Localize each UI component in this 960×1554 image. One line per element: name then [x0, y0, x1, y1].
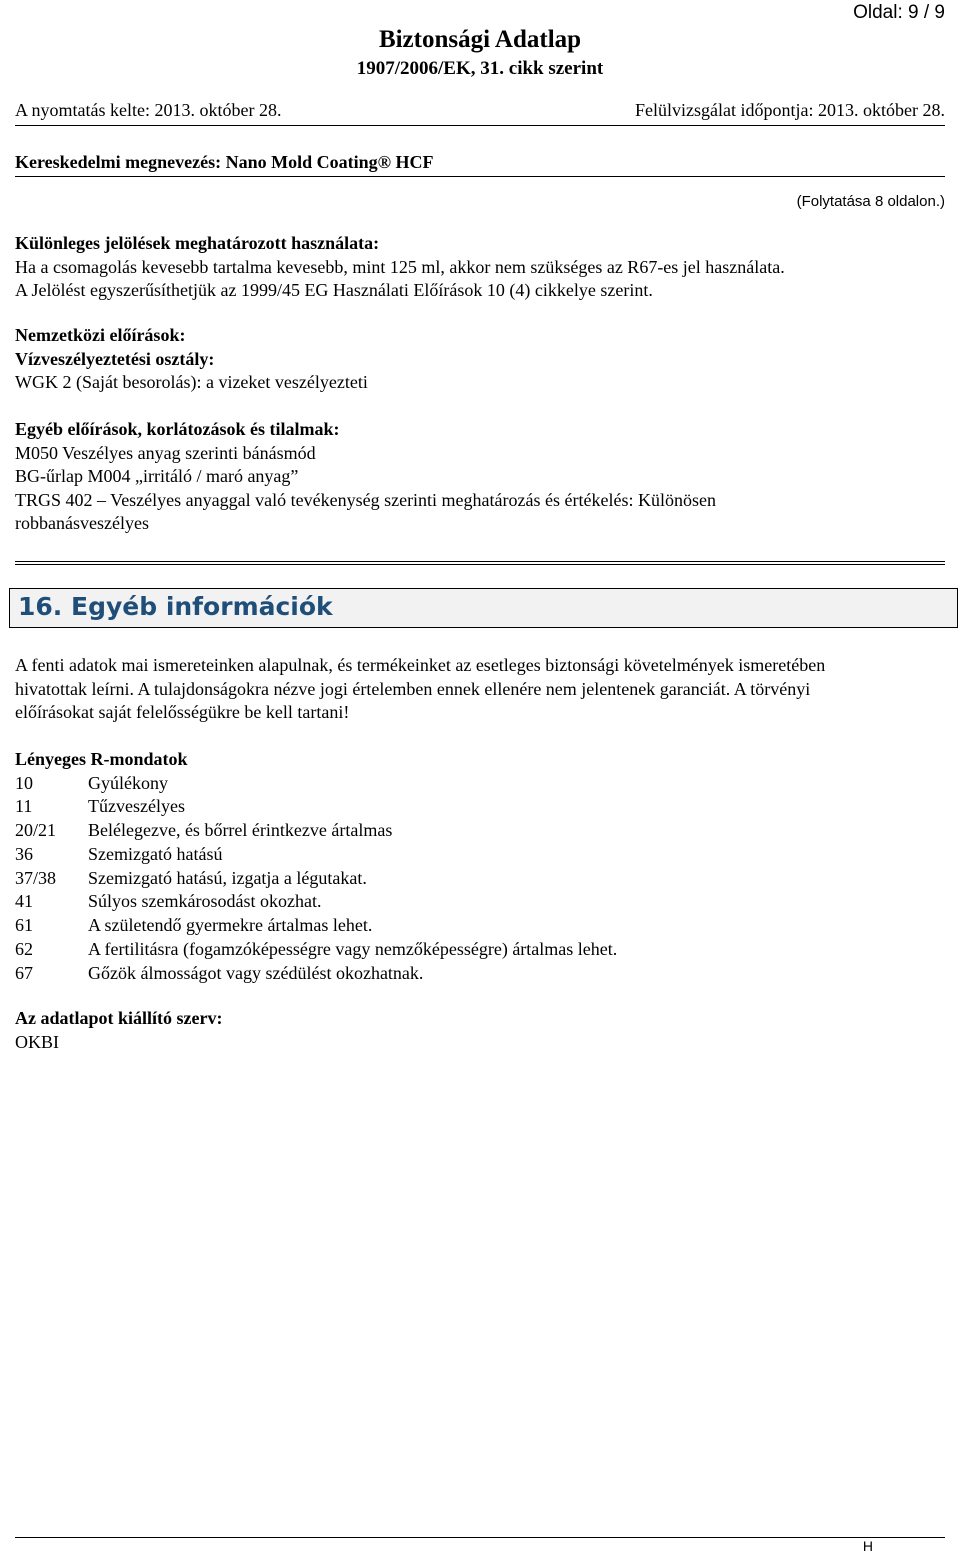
r-phrase-row [15, 938, 945, 962]
other-regulations-line: robbanásveszélyes [15, 513, 149, 533]
page-number: Oldal: 9 / 9 [853, 2, 945, 23]
r-phrase-code: 67 [15, 962, 33, 983]
footer-mark: H [862, 1538, 873, 1554]
continued-note: (Folytatása 8 oldalon.) [796, 193, 945, 210]
trade-name: Kereskedelmi megnevezés: Nano Mold Coating® HCF [15, 152, 434, 172]
intro-line: A fenti adatok mai ismereteinken alapulnak, és termékeinket az esetleges biztonsági követelmények ismeretében [15, 655, 826, 675]
section-divider-bottom [15, 564, 945, 565]
r-phrase-text: Tűzveszélyes [88, 796, 185, 817]
international-block [15, 324, 945, 395]
header-divider [15, 125, 945, 126]
section-16-title: 16. Egyéb információk [18, 592, 333, 621]
r-phrases-heading: Lényeges R-mondatok [15, 749, 188, 769]
r-phrase-row [15, 819, 945, 843]
r-phrase-row [15, 914, 945, 938]
r-phrase-text: Szemizgató hatású [88, 843, 223, 864]
footer-divider [15, 1537, 945, 1538]
water-hazard-value: WGK 2 (Saját besorolás): a vizeket veszélyezteti [15, 372, 368, 392]
water-hazard-heading: Vízveszélyeztetési osztály: [15, 348, 215, 369]
r-phrase-text: Belélegezve, és bőrrel érintkezve ártalmas [88, 820, 393, 841]
intro-line: előírásokat saját felelősségükre be kell tartani! [15, 702, 350, 722]
r-phrase-row [15, 867, 945, 891]
r-phrase-code: 20/21 [15, 820, 57, 841]
other-regulations-line: M050 Veszélyes anyag szerinti bánásmód [15, 442, 316, 463]
special-labelling-line: Ha a csomagolás kevesebb tartalma kevesebb, mint 125 ml, akkor nem szükséges az R67-es jel használata. [15, 256, 785, 277]
r-phrase-text: Gőzök álmosságot vagy szédülést okozhatnak. [88, 962, 424, 983]
r-phrase-code: 11 [15, 796, 33, 817]
r-phrase-text: Súlyos szemkárosodást okozhat. [88, 891, 322, 912]
r-phrase-code: 37/38 [15, 867, 57, 888]
r-phrase-text: Szemizgató hatású, izgatja a légutakat. [88, 867, 367, 888]
r-phrase-row [15, 772, 945, 796]
r-phrase-code: 10 [15, 772, 33, 793]
international-heading: Nemzetközi előírások: [15, 325, 186, 345]
section-16-intro [15, 654, 945, 725]
other-regulations-line: TRGS 402 – Veszélyes anyaggal való tevékenység szerinti meghatározás és értékelés: Különösen [15, 489, 716, 510]
other-regulations-block [15, 418, 945, 536]
special-labelling-block [15, 232, 945, 303]
issuer-block [15, 1007, 945, 1054]
trade-name-divider [15, 176, 945, 177]
document-title: Biztonsági Adatlap [378, 26, 582, 53]
other-regulations-line: BG-űrlap M004 „irritáló / maró anyag” [15, 466, 299, 486]
other-regulations-heading: Egyéb előírások, korlátozások és tilalmak: [15, 419, 340, 439]
r-phrase-row [15, 795, 945, 819]
revision-date: Felülvizsgálat időpontja: 2013. október 28. [635, 100, 945, 120]
issuer-heading: Az adatlapot kiállító szerv: [15, 1008, 223, 1028]
regulation-reference: 1907/2006/EK, 31. cikk szerint [356, 58, 604, 79]
r-phrase-code: 62 [15, 939, 33, 960]
r-phrase-text: A fertilitásra (fogamzóképességre vagy nemzőképességre) ártalmas lehet. [88, 939, 618, 960]
special-labelling-line: A Jelölést egyszerűsíthetjük az 1999/45 EG Használati Előírások 10 (4) cikkelye szerint. [15, 280, 653, 300]
print-date: A nyomtatás kelte: 2013. október 28. [15, 100, 282, 120]
r-phrase-text: A születendő gyermekre ártalmas lehet. [88, 915, 373, 936]
r-phrases-block [15, 748, 945, 986]
r-phrase-code: 36 [15, 843, 33, 864]
r-phrase-row [15, 962, 945, 986]
r-phrase-code: 61 [15, 915, 33, 936]
r-phrase-text: Gyúlékony [88, 772, 168, 793]
section-divider-top [15, 561, 945, 562]
issuer-value: OKBI [15, 1031, 59, 1052]
intro-line: hivatottak leírni. A tulajdonságokra nézve jogi értelemben ennek ellenére nem jelentenek garanciát. A törvényi [15, 678, 811, 699]
r-phrase-row [15, 843, 945, 867]
special-labelling-heading: Különleges jelölések meghatározott használata: [15, 233, 380, 253]
r-phrase-code: 41 [15, 891, 33, 912]
section-16-header [9, 588, 958, 628]
r-phrase-row [15, 890, 945, 914]
